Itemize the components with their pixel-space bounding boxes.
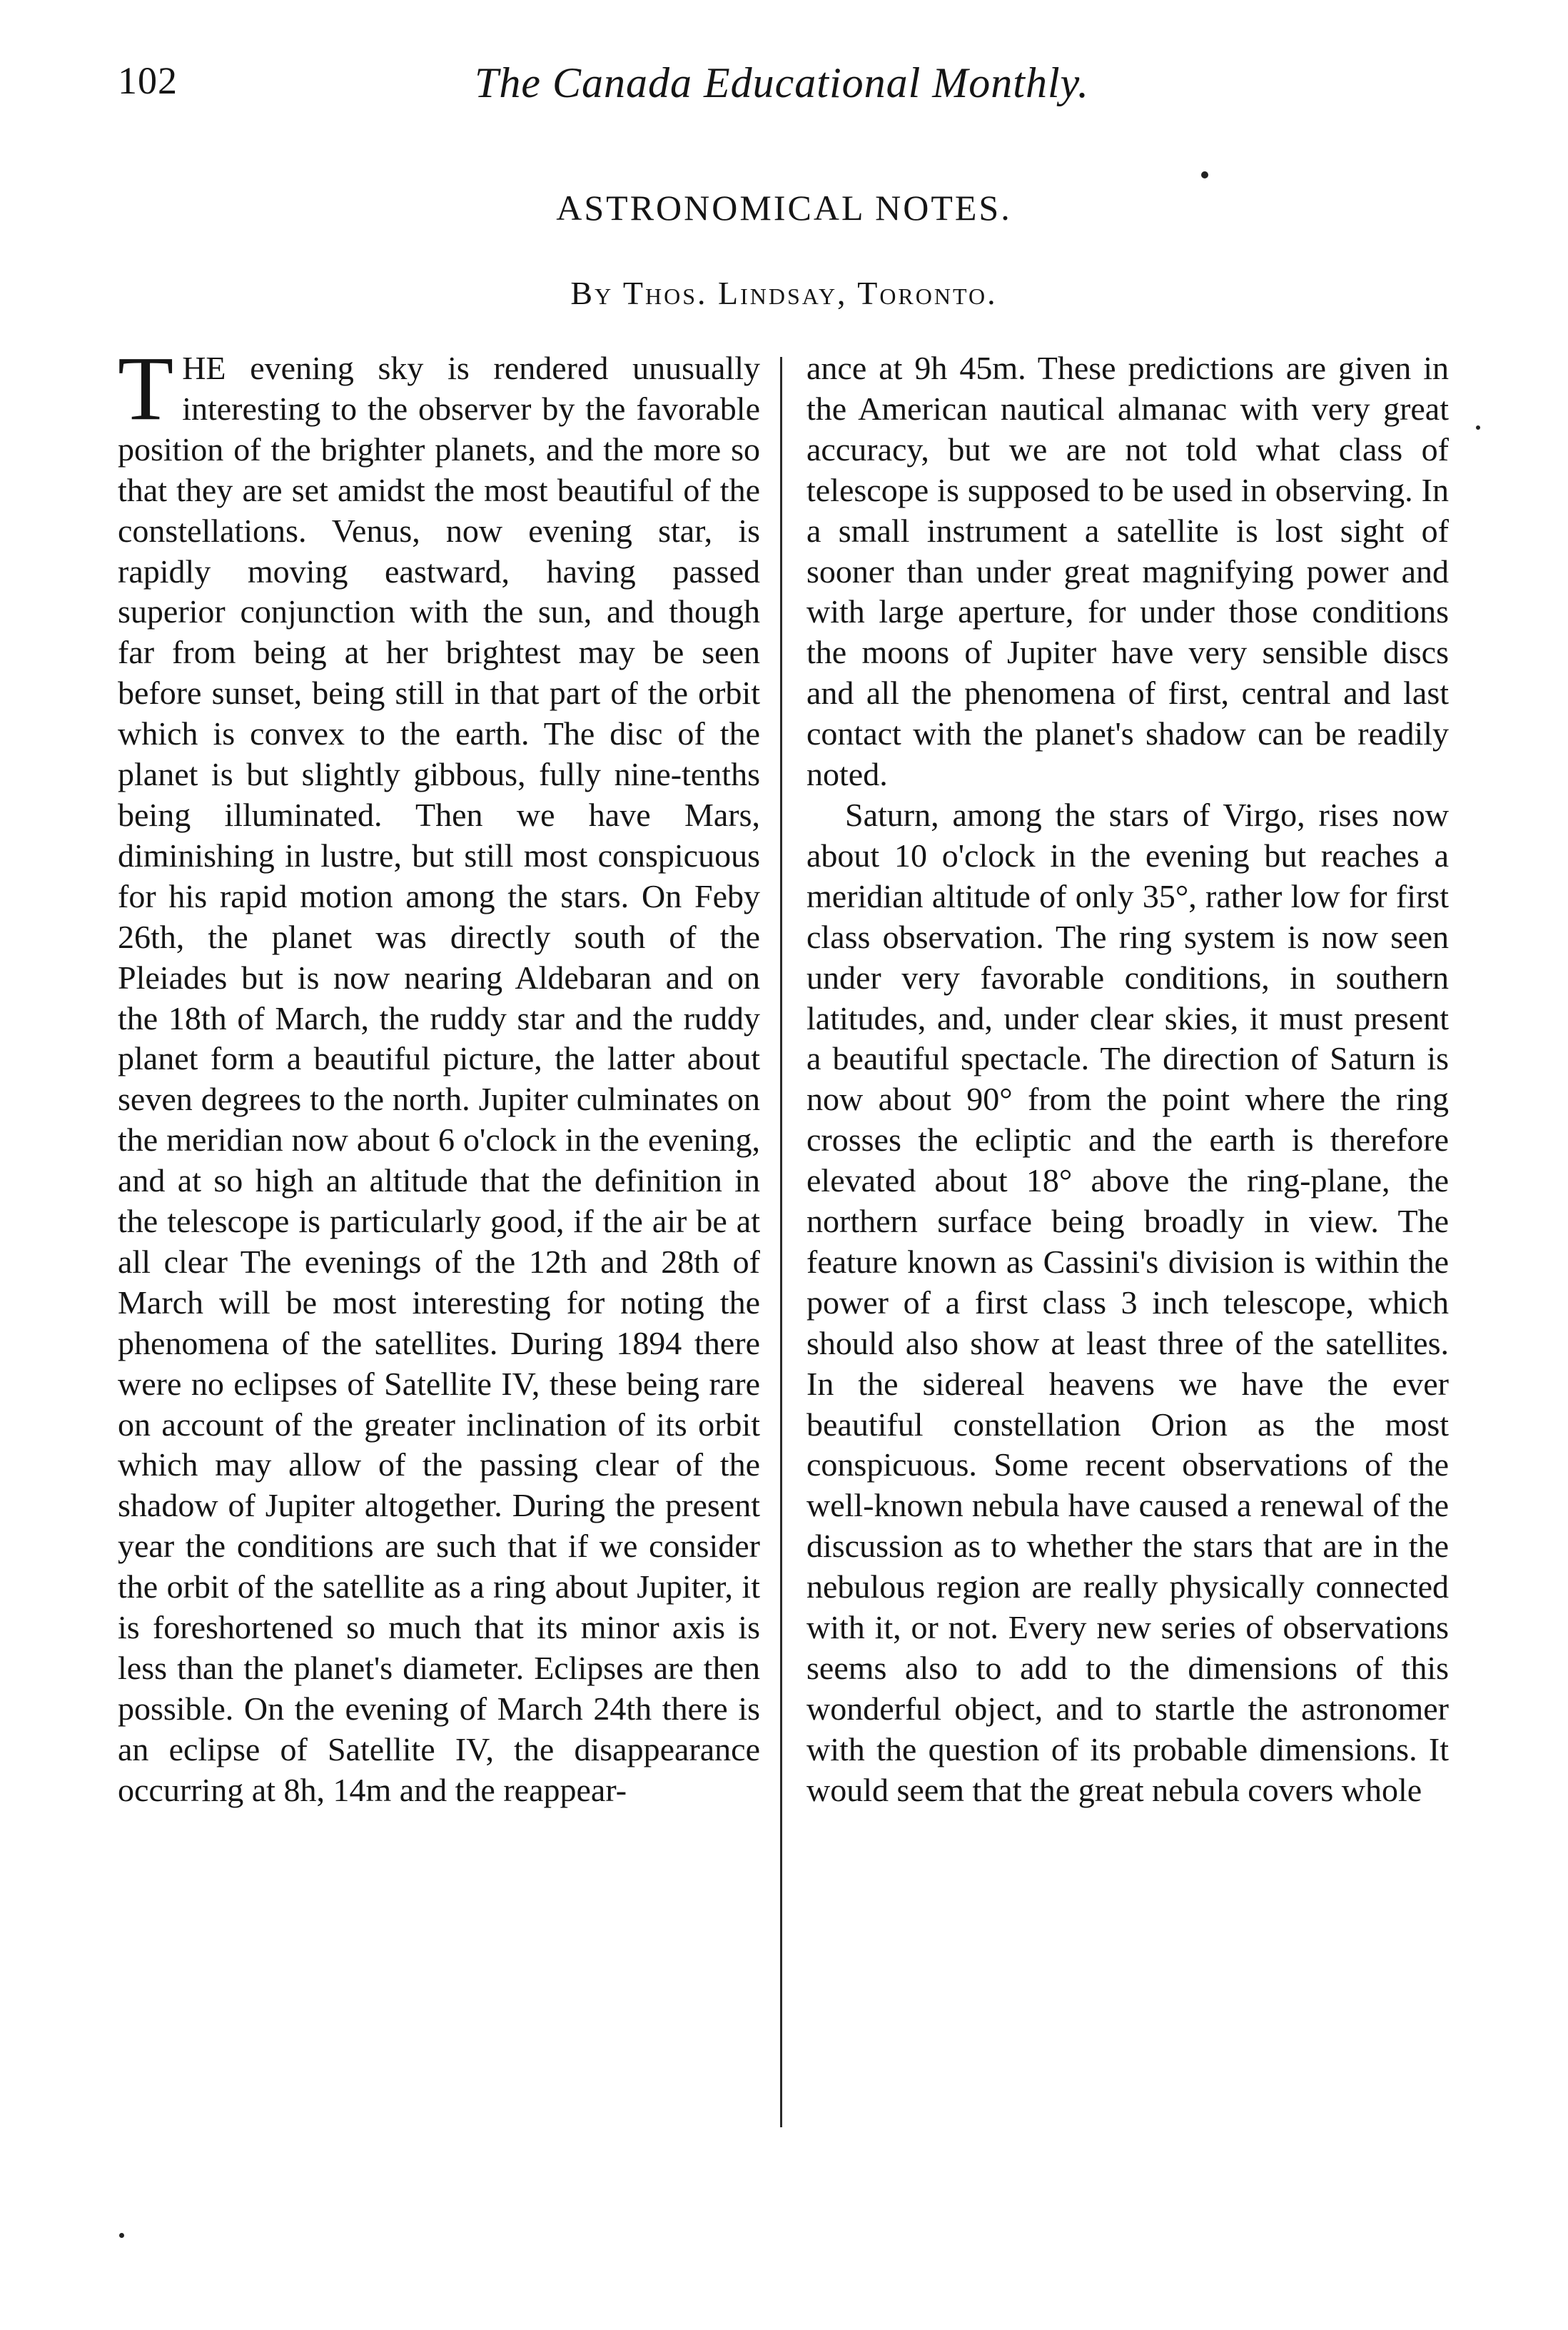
left-column [118,338,760,1811]
page-number: 102 [118,59,178,102]
print-speck [1201,171,1208,178]
running-head [118,59,1452,123]
print-speck [119,2233,124,2238]
drop-cap: T [118,338,174,439]
article-byline: By Thos. Lindsay, Toronto. [570,275,998,311]
paragraph-1 [118,338,760,1811]
right-column [806,348,1449,1811]
article-title: ASTRONOMICAL NOTES. [556,188,1012,228]
paragraph-2: Saturn, among the stars of Virgo, rises now about 10 o'clock in the evening but reaches a meridian altitude of only 35°, rather low for first class observation. The ring system is now seen under very favorable conditions, in southern latitudes, and, under clear skies, it must present a beautiful spectacle. The direction of Saturn is now about 90° from the point where the ring crosses the ecliptic and the earth is therefore elevated about 18° above the ring-plane, the northern surface being broadly in view. The feature known as Cassini's division is within the power of a first class 3 inch telescope, which should also show at least three of the satellites. In the sidereal heavens we have the ever beautiful constellation Orion as the most conspicuous. Some recent observations of the well-known nebula have caused a renewal of the discussion as to whether the stars that are in the nebulous region are really physically connected with it, or not. Every new series of observations seems also to add to the dimensions of this wonderful object, and to startle the astronomer with the question of its probable dimensions. It would seem that the great nebula covers whole [806,796,1449,1808]
journal-title: The Canada Educational Monthly. [475,59,1089,106]
paragraph-1-continued: ance at 9h 45m. These predictions are given in the American nautical almanac with very great accuracy, but we are not told what class of telescope is supposed to be used in observing. In a small instrument a satellite is lost sight of sooner than under great magnifying power and with large aperture, for under those conditions the moons of Jupiter have very sensible discs and all the phenomena of first, central and last contact with the planet's shadow can be readily noted. [806,350,1449,793]
print-speck [1476,425,1480,430]
column-rule [780,357,782,2127]
paragraph-1-text: HE evening sky is rendered unusually interesting to the observer by the favorable position of the brighter planets, and the more so that they are set amidst the most beautiful of the constellations. Venus, now evening star, is rapidly moving eastward, having passed superior conjunction with the sun, and though far from being at her brightest may be seen before sunset, being still in that part of the orbit which is convex to the earth. The disc of the planet is but slightly gibbous, fully nine-tenths being illuminated. Then we have Mars, diminishing in lustre, but still most conspicuous for his rapid motion among the stars. On Feby 26th, the planet was directly south of the Pleiades but is now nearing Aldebaran and on the 18th of March, the ruddy star and the ruddy planet form a beautiful picture, the latter about seven degrees to the north. Jupiter culminates on the meridian now about 6 o'clock in the evening, and at so high an altitude that the definition in the telescope is particularly good, if the air be at all clear The evenings of the 12th and 28th of March will be most interesting for noting the phenomena of the satellites. During 1894 there were no eclipses of Satellite IV, these being rare on account of the greater inclination of its orbit which may allow of the passing clear of the shadow of Jupiter altogether. During the present year the conditions are such that if we consider the orbit of the satellite as a ring about Jupiter, it is foreshortened so much that its minor axis is less than the planet's diameter. Eclipses are then possible. On the evening of March 24th there is an eclipse of Satellite IV, the disappearance occurring at 8h, 14m and the reappear- [118,350,760,1808]
